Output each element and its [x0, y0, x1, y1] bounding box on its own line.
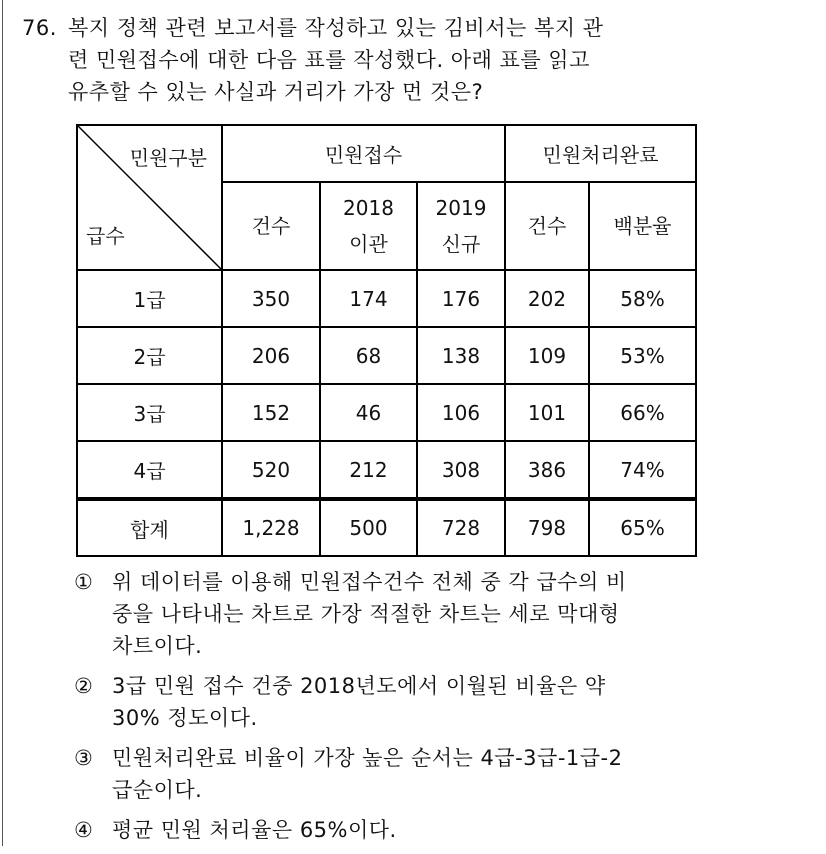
option-4[interactable]	[74, 814, 794, 846]
total-label-cell: 합계	[77, 499, 222, 556]
complaint-table	[76, 124, 697, 557]
table-row	[77, 384, 696, 441]
sub-header-2018	[320, 182, 417, 270]
header-row-groups	[77, 125, 696, 182]
option-text-line: 급순이다.	[112, 778, 203, 802]
table-cell: 520	[222, 441, 320, 499]
sub-header-text: 건수	[527, 214, 567, 238]
option-text-line: 차트이다.	[112, 634, 203, 658]
option-text-line: 30% 정도이다.	[112, 706, 258, 730]
table-cell: 728	[417, 499, 505, 556]
table-row	[77, 441, 696, 499]
table-cell: 1,228	[222, 499, 320, 556]
table-cell: 202	[505, 270, 589, 327]
table-cell: 798	[505, 499, 589, 556]
option-text-line: 중을 나타내는 차트로 가장 적절한 차트는 세로 막대형	[112, 602, 620, 626]
table-cell: 109	[505, 327, 589, 384]
option-3[interactable]	[74, 742, 794, 806]
table-cell: 174	[320, 270, 417, 327]
stem-line: 복지 정책 관련 보고서를 작성하고 있는 김비서는 복지 관	[68, 16, 604, 40]
grade-cell: 3급	[77, 384, 222, 441]
grade-cell: 1급	[77, 270, 222, 327]
sub-header-text: 건수	[251, 214, 291, 238]
table-cell: 74%	[589, 441, 696, 499]
question-stem	[68, 12, 788, 108]
table-cell: 66%	[589, 384, 696, 441]
corner-label-grade: 급수	[86, 224, 125, 248]
corner-label-category: 민원구분	[129, 146, 207, 170]
sub-header-completed-count	[505, 182, 589, 270]
sub-header-text: 백분율	[613, 214, 672, 238]
option-marker: ②	[74, 674, 94, 698]
option-1[interactable]	[74, 566, 794, 662]
grade-cell: 2급	[77, 327, 222, 384]
table-cell: 68	[320, 327, 417, 384]
table-cell: 101	[505, 384, 589, 441]
stem-line: 련 민원접수에 대한 다음 표를 작성했다. 아래 표를 읽고	[68, 48, 590, 72]
sub-header-text: 2019	[435, 196, 487, 220]
table-cell: 58%	[589, 270, 696, 327]
option-text-line: 민원처리완료 비율이 가장 높은 순서는 4급-3급-1급-2	[112, 746, 623, 770]
stem-line: 유추할 수 있는 사실과 거리가 가장 먼 것은?	[68, 80, 484, 104]
option-marker: ③	[74, 746, 94, 770]
option-marker: ④	[74, 818, 94, 842]
table-cell: 138	[417, 327, 505, 384]
group-header-received: 민원접수	[222, 125, 505, 182]
table-row	[77, 270, 696, 327]
option-marker: ①	[74, 570, 94, 594]
question-number: 76.	[22, 16, 57, 40]
sub-header-2019	[417, 182, 505, 270]
table-cell: 53%	[589, 327, 696, 384]
table-cell: 500	[320, 499, 417, 556]
table-cell: 212	[320, 441, 417, 499]
sub-header-percentage	[589, 182, 696, 270]
corner-header-cell	[77, 125, 222, 270]
page-left-border	[2, 0, 3, 846]
group-header-completed: 민원처리완료	[505, 125, 696, 182]
table-row	[77, 327, 696, 384]
table-cell: 176	[417, 270, 505, 327]
table-cell: 106	[417, 384, 505, 441]
option-text-line: 평균 민원 처리율은 65%이다.	[112, 818, 397, 842]
table-cell: 46	[320, 384, 417, 441]
sub-header-text: 신규	[441, 232, 481, 256]
table-cell: 350	[222, 270, 320, 327]
sub-header-text: 이관	[349, 232, 388, 256]
sub-header-text: 2018	[343, 196, 394, 220]
total-row	[77, 499, 696, 556]
table-cell: 308	[417, 441, 505, 499]
answer-options	[74, 566, 794, 854]
table-cell: 206	[222, 327, 320, 384]
grade-cell: 4급	[77, 441, 222, 499]
option-text-line: 위 데이터를 이용해 민원접수건수 전체 중 각 급수의 비	[112, 570, 627, 594]
option-text-line: 3급 민원 접수 건중 2018년도에서 이월된 비율은 약	[112, 674, 606, 698]
table-cell: 65%	[589, 499, 696, 556]
table-cell: 152	[222, 384, 320, 441]
sub-header-count	[222, 182, 320, 270]
table-cell: 386	[505, 441, 589, 499]
option-2[interactable]	[74, 670, 794, 734]
